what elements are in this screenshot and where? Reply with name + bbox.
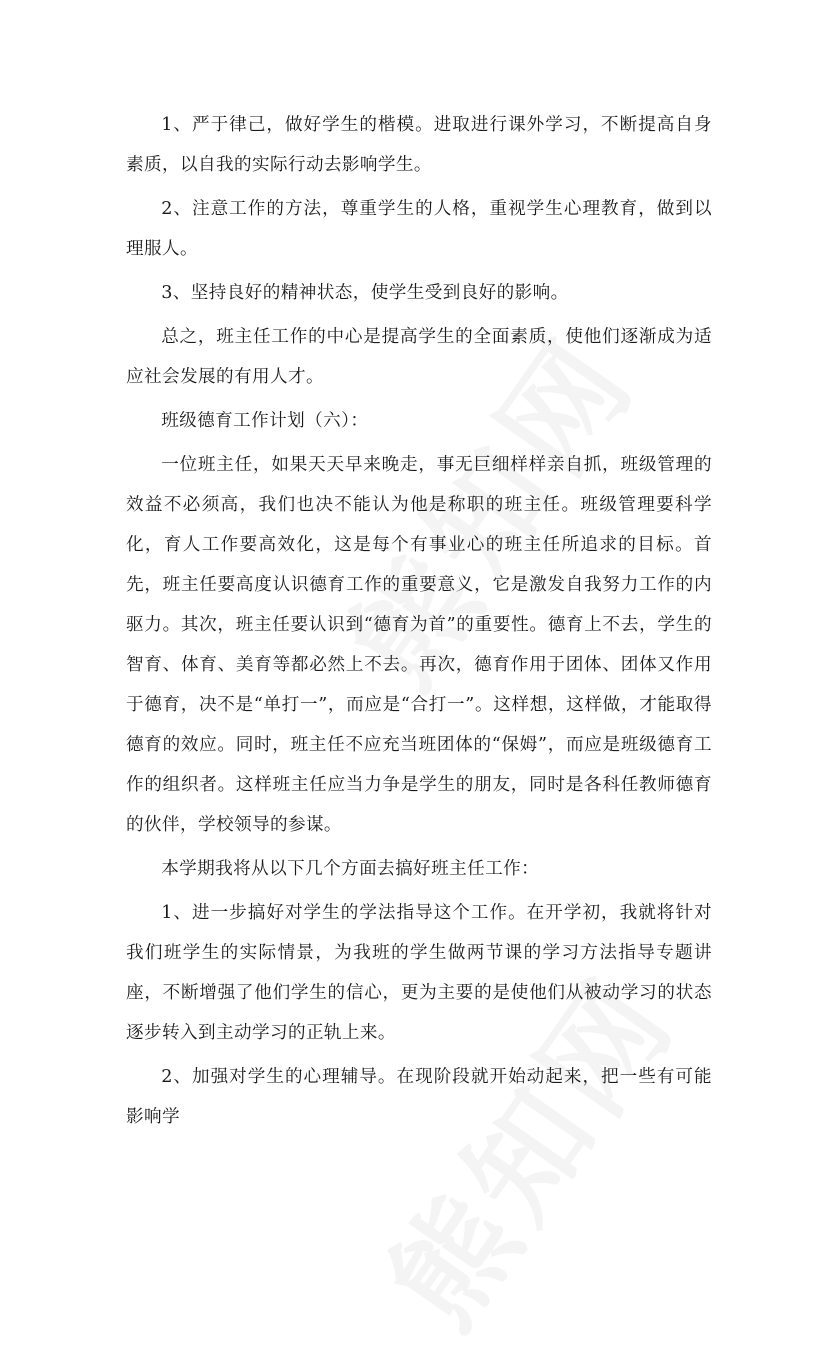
section-heading: 班级德育工作计划（六）： xyxy=(161,411,369,431)
paragraph-item-3: 3、坚持良好的精神状态，使学生受到良好的影响。 xyxy=(161,283,569,303)
paragraph-summary: 总之，班主任工作的中心是提高学生的全面素质，使他们逐渐成为适应社会发展的有用人才。 xyxy=(126,327,712,387)
document-body xyxy=(126,105,712,1141)
paragraph-item-1: 1、严于律己，做好学生的楷模。进取进行课外学习，不断提高自身素质，以自我的实际行动去影响学生。 xyxy=(126,115,712,175)
paragraph-plan-item-1: 1、进一步搞好对学生的学法指导这个工作。在开学初，我就将针对我们班学生的实际情景，为我班的学生做两节课的学习方法指导专题讲座，不断增强了他们学生的信心，更为主要的是使他们从被动学习的状态逐步转入到主动学习的正轨上来。 xyxy=(126,903,712,1043)
paragraph-plan-item-2: 2、加强对学生的心理辅导。在现阶段就开始动起来，把一些有可能影响学 xyxy=(126,1067,712,1127)
paragraph-item-2: 2、注意工作的方法，尊重学生的人格，重视学生心理教育，做到以理服人。 xyxy=(126,199,712,259)
paragraph-intro: 一位班主任，如果天天早来晚走，事无巨细样样亲自抓，班级管理的效益不必须高，我们也决不能认为他是称职的班主任。班级管理要科学化，育人工作要高效化，这是每个有事业心的班主任所追求的目标。首先，班主任要高度认识德育工作的重要意义，它是激发自我努力工作的内驱力。其次，班主任要认识到“德育为首”的重要性。德育上不去，学生的智育、体育、美育等都必然上不去。再次，德育作用于团体、团体又作用于德育，决不是“单打一”，而应是“合打一”。这样想，这样做，才能取得德育的效应。同时，班主任不应充当班团体的“保姆”，而应是班级德育工作的组织者。这样班主任应当力争是学生的朋友，同时是各科任教师德育的伙伴，学校领导的参谋。 xyxy=(126,455,712,835)
paragraph-plan-lead: 本学期我将从以下几个方面去搞好班主任工作： xyxy=(161,859,540,879)
